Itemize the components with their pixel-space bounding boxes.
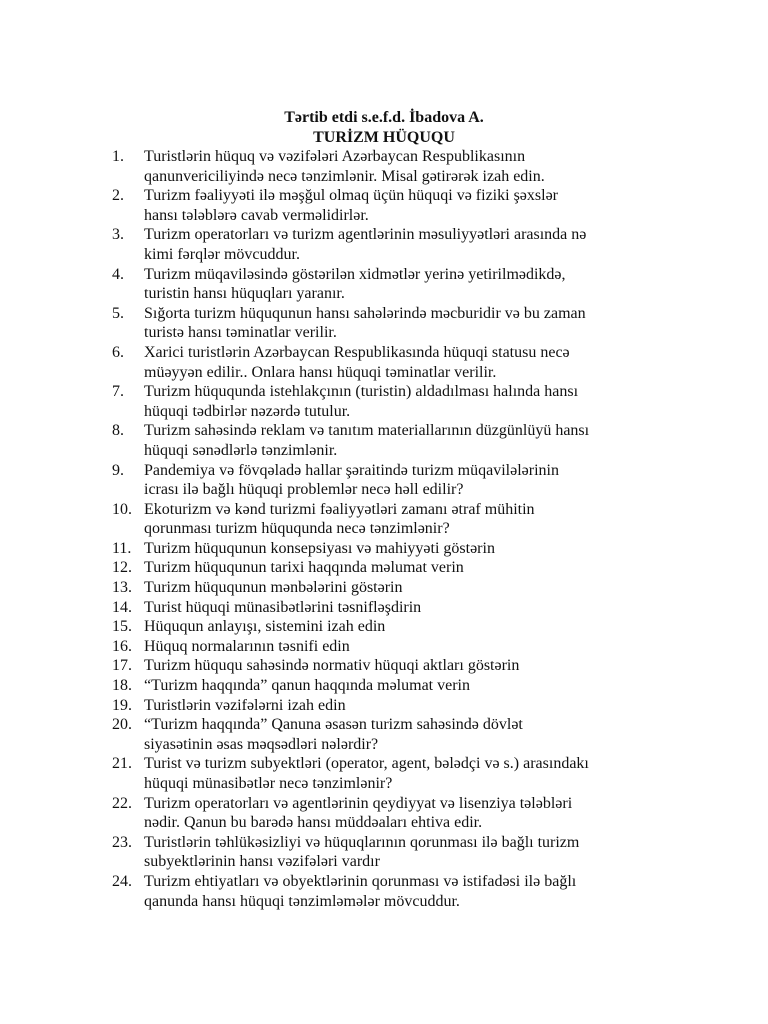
question-item [112,186,652,225]
question-item [112,598,652,618]
question-text: Turizm fəaliyyəti ilə məşğul olmaq üçün hüquqi və fiziki şəxslər hansı tələblərə cavab verməlidirlər. [144,187,558,224]
question-text: Turizm operatorları və agentlərinin qeydiyyat və lisenziya tələbləri nədir. Qanun bu barədə hansı müddəaları ehtiva edir. [144,794,573,832]
question-text: Turizm operatorları və turizm agentlərinin məsuliyyətləri arasında nə kimi fərqlər mövcuddur. [144,226,587,263]
question-text: Turistlərin təhlükəsizliyi və hüquqlarının qorunması ilə bağlı turizm subyektlərinin hansı vəzifələri vardır [144,833,580,871]
question-item [112,754,652,793]
question-number: 9. [112,461,124,479]
question-number: 24. [112,872,132,890]
question-number: 16. [112,637,132,655]
question-item [112,715,652,754]
question-item [112,500,652,539]
question-text: “Turizm haqqında” Qanuna əsasən turizm sahəsində dövlət siyasətinin əsas məqsədləri nələrdir? [144,716,523,753]
question-item [112,872,652,911]
question-number: 5. [112,304,124,322]
question-item [112,147,652,186]
question-text: Turist və turizm subyektləri (operator, agent, bələdçi və s.) arasındakı hüquqi münasibətlər necə tənzimlənir? [144,755,589,792]
question-item [112,617,652,637]
document-header [0,108,768,147]
question-number: 17. [112,657,132,675]
question-text: Turistlərin hüquq və vəzifələri Azərbaycan Respublikasının qanunvericiliyində necə tənzimlənir. Misal gətirərək izah edin. [144,148,545,185]
question-item [112,421,652,460]
question-text: Turizm sahəsində reklam və tanıtım materiallarının düzgünlüyü hansı hüquqi sənədlərlə tənzimlənir. [144,422,590,459]
question-number: 11. [112,539,132,557]
question-text: Pandemiya və fövqəladə hallar şəraitində turizm müqavilələrinin icrası ilə bağlı hüquqi problemlər necə həll edilir? [144,461,559,499]
questions-list [112,147,652,911]
question-item [112,696,652,716]
question-number: 13. [112,579,132,597]
question-number: 6. [112,343,124,361]
question-number: 3. [112,226,124,244]
question-number: 14. [112,598,132,616]
question-number: 15. [112,618,132,636]
question-number: 2. [112,187,124,205]
author-line: Tərtib etdi s.e.f.d. İbadova A. [284,109,484,126]
question-number: 19. [112,696,132,714]
question-number: 18. [112,677,132,695]
question-text: Turizm hüququ sahəsində normativ hüquqi aktları göstərin [144,657,520,675]
question-item [112,794,652,833]
question-text: Turizm hüququnun mənbələrini göstərin [144,579,403,597]
question-item [112,461,652,500]
question-text: Turizm hüququnda istehlakçının (turistin) aldadılması halında hansı hüquqi tədbirlər nəzərdə tutulur. [144,383,579,420]
question-number: 23. [112,833,132,851]
question-item [112,304,652,343]
document-title: TURİZM HÜQUQU [313,128,455,146]
question-text: Hüququn anlayışı, sistemini izah edin [144,618,386,636]
question-item [112,676,652,696]
question-item [112,539,652,559]
question-number: 22. [112,794,132,812]
question-number: 8. [112,422,124,440]
question-item [112,637,652,657]
question-text: Hüquq normalarının təsnifi edin [144,637,350,655]
question-text: Turizm müqaviləsində göstərilən xidmətlər yerinə yetirilmədikdə, turistin hansı hüquqları yaranır. [144,265,566,303]
question-text: Turist hüquqi münasibətlərini təsnifləşdirin [144,598,422,616]
question-number: 21. [112,755,132,773]
question-text: Sığorta turizm hüququnun hansı sahələrində məcburidir və bu zaman turistə hansı təminatlar verilir. [144,304,586,342]
question-number: 12. [112,559,132,577]
question-number: 7. [112,383,124,401]
question-item [112,558,652,578]
question-text: Turistlərin vəzifələrni izah edin [144,696,346,714]
question-text: Xarici turistlərin Azərbaycan Respublikasında hüquqi statusu necə müəyyən edilir.. Onlara hansı hüquqi təminatlar verilir. [144,343,570,381]
question-text: Turizm hüququnun konsepsiyası və mahiyyəti göstərin [144,539,495,557]
question-item [112,343,652,382]
question-text: “Turizm haqqında” qanun haqqında məlumat verin [144,677,470,695]
question-number: 1. [112,148,124,165]
question-text: Ekoturizm və kənd turizmi fəaliyyətləri zamanı ətraf mühitin qorunması turizm hüququnda necə tənzimlənir? [144,500,535,538]
question-number: 4. [112,265,124,283]
question-number: 10. [112,500,132,518]
question-item [112,265,652,304]
question-item [112,382,652,421]
question-item [112,656,652,676]
question-item [112,833,652,872]
question-item [112,578,652,598]
question-text: Turizm hüququnun tarixi haqqında məlumat verin [144,559,464,577]
question-item [112,225,652,264]
question-number: 20. [112,716,132,734]
question-text: Turizm ehtiyatları və obyektlərinin qorunması və istifadəsi ilə bağlı qanunda hansı hüquqi tənzimləmələr mövcuddur. [144,872,577,910]
